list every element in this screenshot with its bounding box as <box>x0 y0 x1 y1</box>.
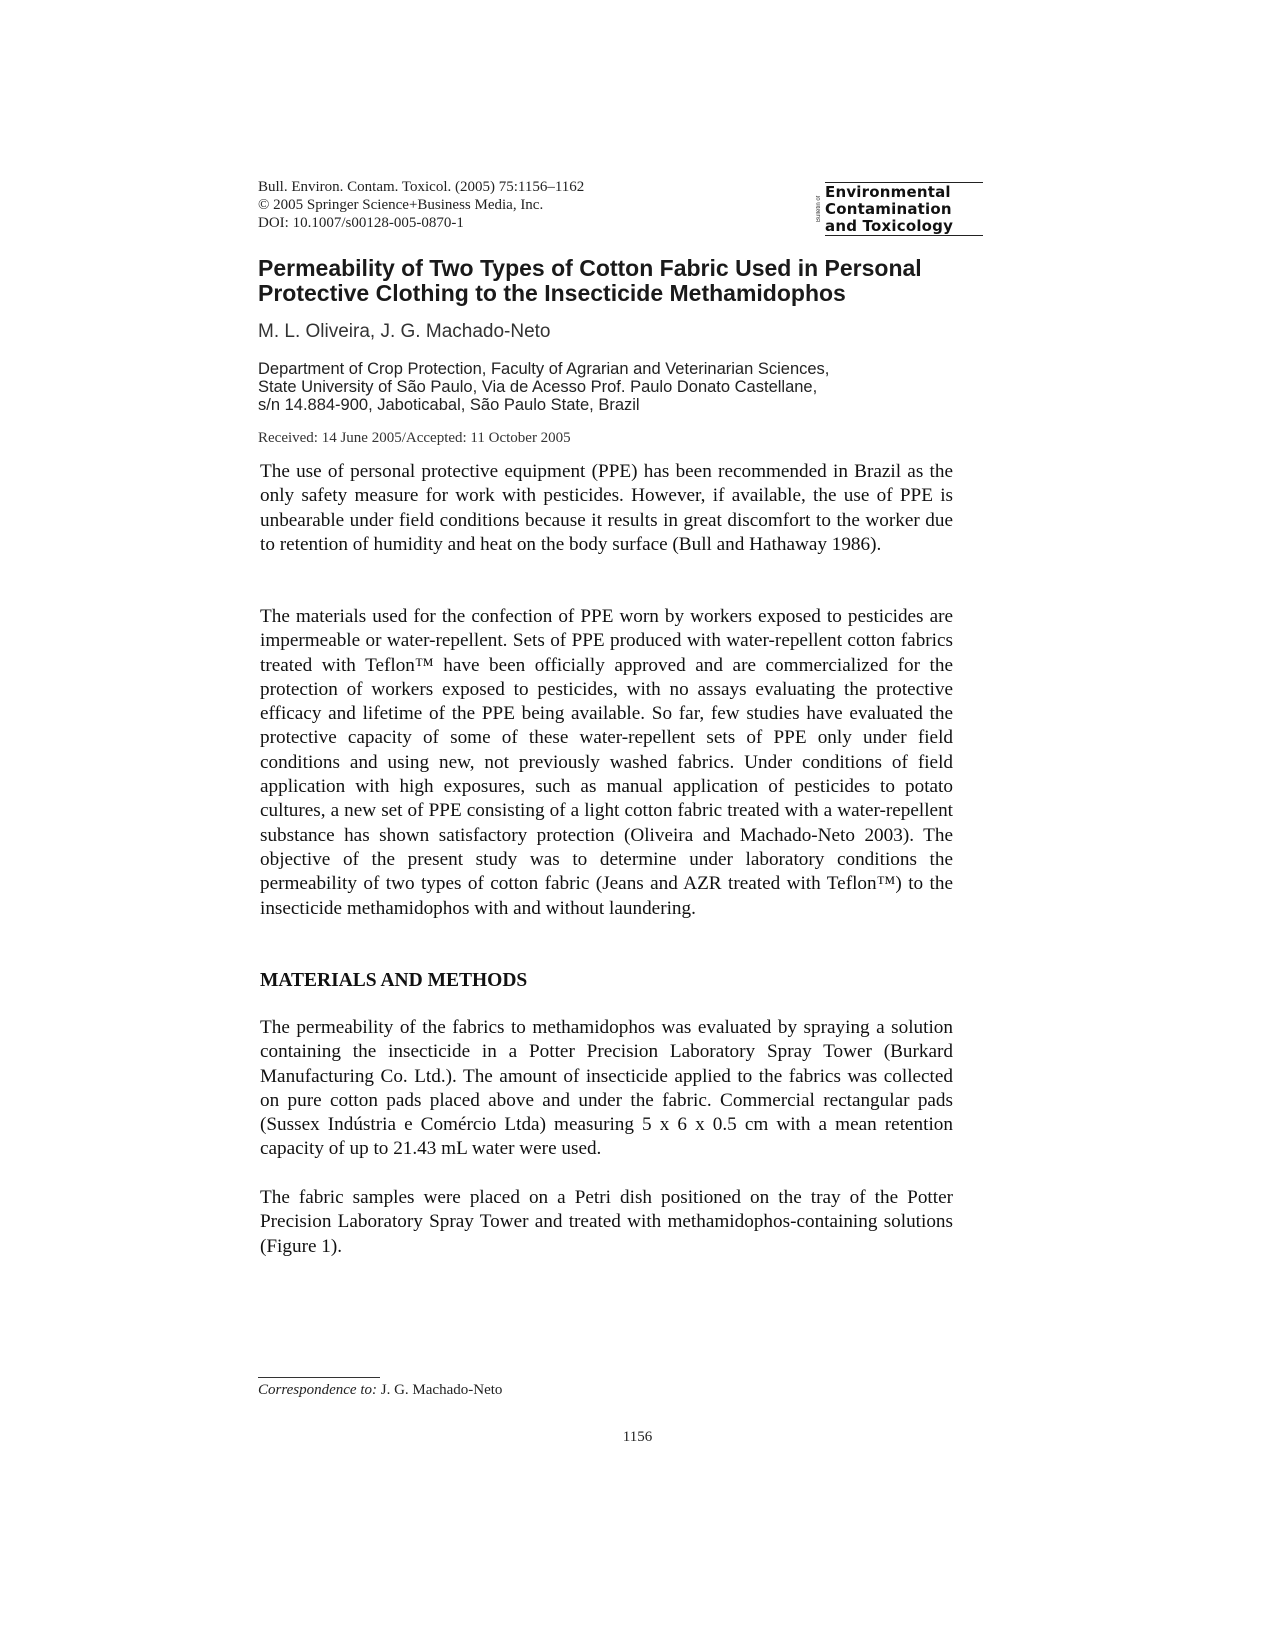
footnote-name: J. G. Machado-Neto <box>380 1382 503 1398</box>
body-paragraph-3: The permeability of the fabrics to methamidophos was evaluated by spraying a solution containing the insecticide in a Potter Precision Laboratory Spray Tower (Burkard Manufacturing Co. Ltd.). The amount of insecticide applied to the fabrics was collected on pure cotton pads placed above and under the fabric. Commercial rectangular pads (Sussex Indústria e Comércio Ltda) measuring 5 x 6 x 0.5 cm with a mean retention capacity of up to 21.43 mL water were used. <box>260 1017 953 1160</box>
journal-logo-line-1: Environmental <box>825 183 951 201</box>
journal-logo-line-3: and Toxicology <box>825 217 954 235</box>
article-title <box>258 256 998 306</box>
author-list: M. L. Oliveira, J. G. Machado-Neto <box>258 321 551 342</box>
journal-logo-side-text: Bulletin of <box>816 195 822 223</box>
doi-line: DOI: 10.1007/s00128-005-0870-1 <box>258 215 464 231</box>
journal-logo <box>815 182 983 238</box>
body-paragraph-1: The use of personal protective equipment (PPE) has been recommended in Brazil as the only safety measure for work with pesticides. However, if available, the use of PPE is unbearable under field conditions because it results in great discomfort to the worker due to retention of humidity and heat on the body surface (Bull and Hathaway 1986). <box>260 461 953 555</box>
author-affiliation <box>258 360 829 414</box>
journal-logo-wordmark <box>825 182 983 236</box>
body-paragraph-4: The fabric samples were placed on a Petri dish positioned on the tray of the Potter Precision Laboratory Spray Tower and treated with methamidophos-containing solutions (Figure 1). <box>260 1187 953 1257</box>
affiliation-line-3: s/n 14.884-900, Jaboticabal, São Paulo State, Brazil <box>258 396 640 414</box>
correspondence-footnote <box>258 1381 502 1399</box>
footnote-label: Correspondence to: <box>258 1382 378 1398</box>
article-title-line-2: Protective Clothing to the Insecticide Methamidophos <box>258 280 846 306</box>
received-accepted-dates: Received: 14 June 2005/Accepted: 11 October 2005 <box>258 430 571 446</box>
journal-logo-line-2: Contamination <box>825 200 952 218</box>
page-number: 1156 <box>622 1429 653 1445</box>
citation-line: Bull. Environ. Contam. Toxicol. (2005) 75:1156–1162 <box>258 179 585 195</box>
affiliation-line-2: State University of São Paulo, Via de Acesso Prof. Paulo Donato Castellane, <box>258 378 818 396</box>
section-heading-materials-methods: MATERIALS AND METHODS <box>260 970 528 991</box>
body-paragraph-2: The materials used for the confection of PPE worn by workers exposed to pesticides are impermeable or water-repellent. Sets of PPE produced with water-repellent cotton fabrics treated with Teflon™ have been officially approved and are commercialized for the protection of workers exposed to pesticides, with no assays evaluating the protective efficacy and lifetime of the PPE being available. So far, few studies have evaluated the protective capacity of some of these water-repellent sets of PPE only under field conditions and using new, not previously washed fabrics. Under conditions of field application with high exposures, such as manual application of pesticides to potato cultures, a new set of PPE consisting of a light cotton fabric treated with a water-repellent substance has shown satisfactory protection (Oliveira and Machado-Neto 2003). The objective of the present study was to determine under laboratory conditions the permeability of two types of cotton fabric (Jeans and AZR treated with Teflon™) to the insecticide methamidophos with and without laundering. <box>260 606 953 919</box>
affiliation-line-1: Department of Crop Protection, Faculty of Agrarian and Veterinarian Sciences, <box>258 360 830 378</box>
copyright-line: © 2005 Springer Science+Business Media, Inc. <box>258 197 544 213</box>
footnote-divider <box>258 1377 380 1378</box>
citation-header <box>258 178 584 232</box>
article-title-line-1: Permeability of Two Types of Cotton Fabric Used in Personal <box>258 255 922 281</box>
